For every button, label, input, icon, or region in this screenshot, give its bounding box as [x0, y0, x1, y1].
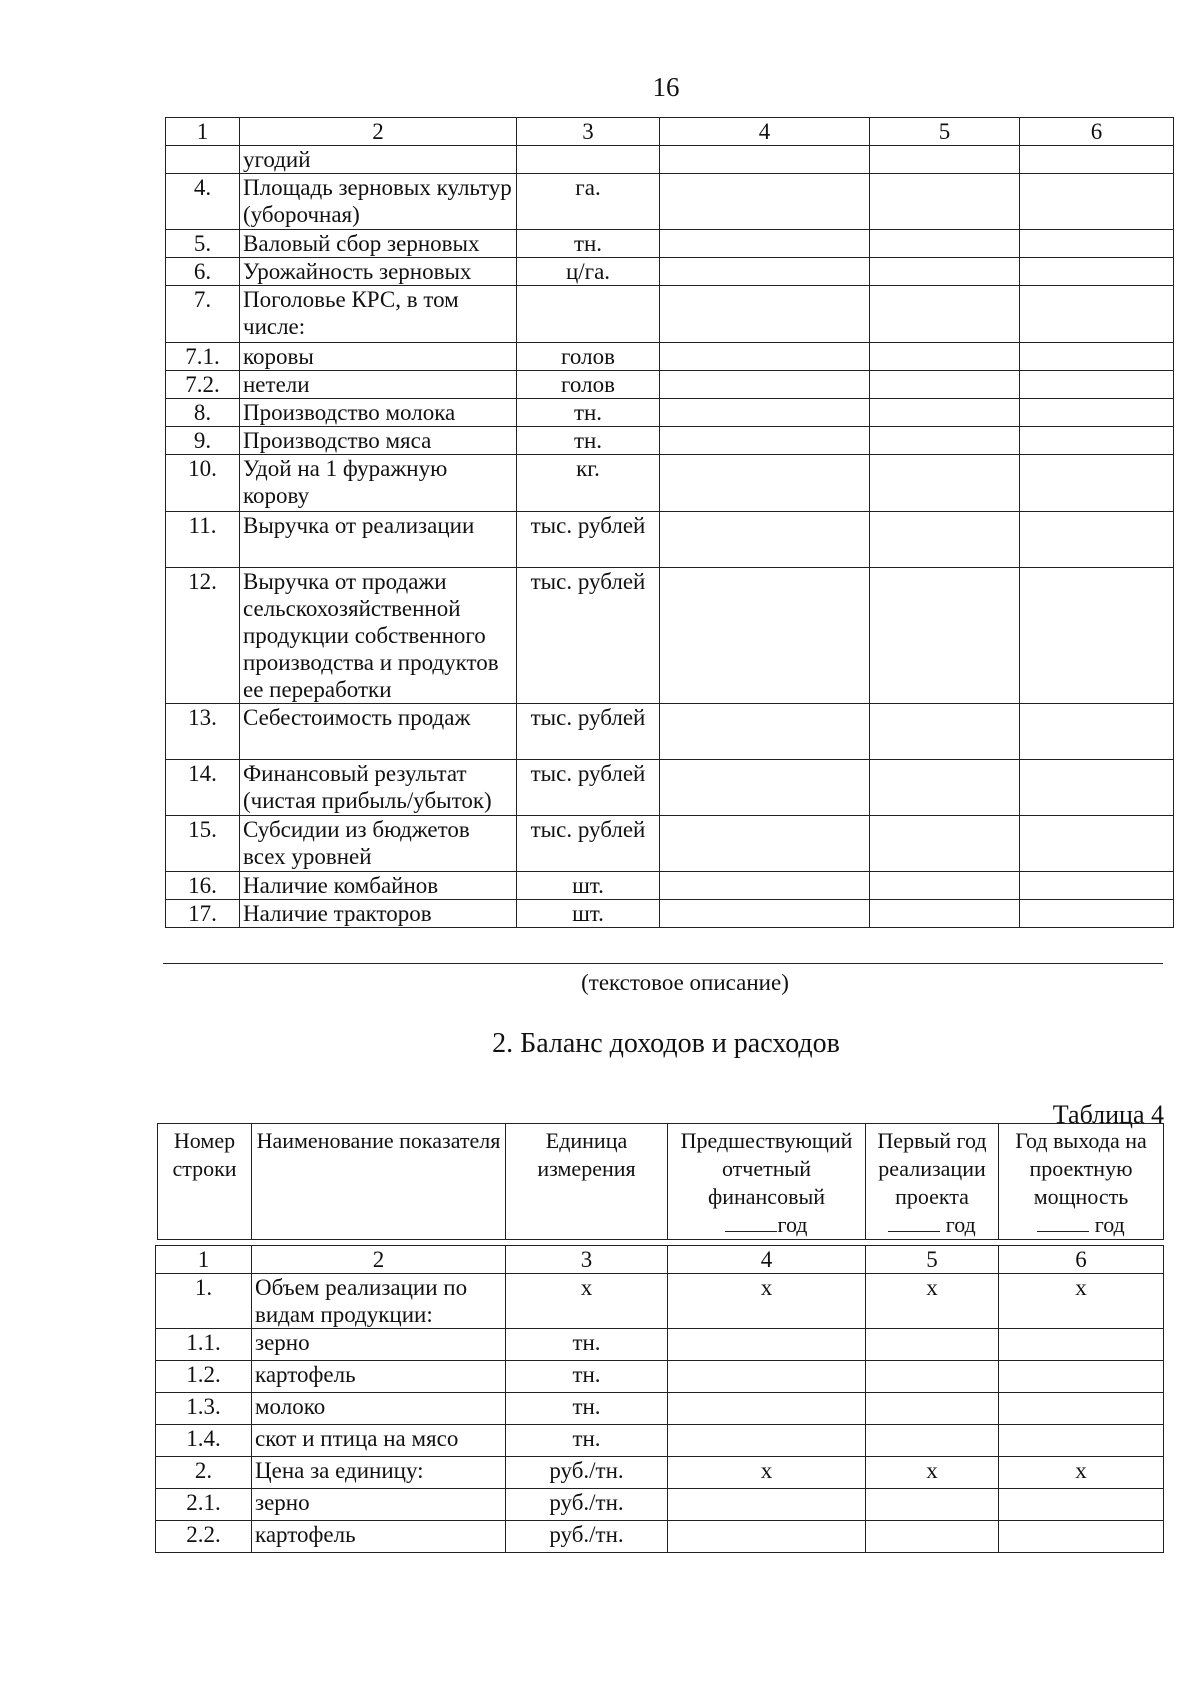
table-header-row: [166, 118, 1174, 146]
value-cell: х: [999, 1274, 1164, 1329]
indicator-name: Объем реализации по видам продукции:: [252, 1274, 506, 1329]
year-word: год: [777, 1212, 808, 1237]
indicator-name: угодий: [240, 146, 517, 174]
value-cell: [660, 760, 870, 816]
unit-cell: кг.: [517, 455, 660, 512]
year-blank: [1037, 1211, 1089, 1232]
value-cell: [866, 1329, 999, 1361]
year-word: год: [1094, 1212, 1125, 1237]
column-number: 6: [1020, 118, 1174, 146]
value-cell: [660, 816, 870, 872]
value-cell: [660, 258, 870, 286]
table-row: [166, 343, 1174, 371]
column-number: 1: [156, 1246, 252, 1274]
unit-cell: руб./тн.: [506, 1457, 668, 1489]
header-first-year-label: Первый год реализации проекта: [877, 1128, 987, 1209]
row-number: 10.: [166, 455, 240, 512]
unit-cell: руб./тн.: [506, 1489, 668, 1521]
row-number: 13.: [166, 704, 240, 760]
column-number-row: [156, 1246, 1164, 1274]
value-cell: х: [866, 1274, 999, 1329]
row-number: 7.2.: [166, 371, 240, 399]
value-cell: [1020, 760, 1174, 816]
value-cell: [866, 1489, 999, 1521]
table-row: [166, 568, 1174, 704]
year-blank: [888, 1211, 940, 1232]
value-cell: [870, 760, 1020, 816]
value-cell: [999, 1521, 1164, 1553]
row-number: 9.: [166, 427, 240, 455]
column-number: 4: [660, 118, 870, 146]
column-number: 4: [668, 1246, 866, 1274]
table-row: [166, 427, 1174, 455]
unit-cell: тыс. рублей: [517, 816, 660, 872]
unit-cell: тн.: [517, 427, 660, 455]
table-row: [156, 1521, 1164, 1553]
value-cell: [999, 1489, 1164, 1521]
value-cell: [1020, 816, 1174, 872]
header-design-capacity-year: [999, 1124, 1164, 1240]
header-row-number: Номер строки: [158, 1124, 252, 1240]
indicator-name: зерно: [252, 1489, 506, 1521]
indicator-name: нетели: [240, 371, 517, 399]
table-row: [156, 1329, 1164, 1361]
indicator-name: Цена за единицу:: [252, 1457, 506, 1489]
value-cell: [870, 900, 1020, 928]
table-row: [166, 174, 1174, 230]
header-indicator-name: Наименование показателя: [252, 1124, 506, 1240]
value-cell: [866, 1361, 999, 1393]
indicator-name: Урожайность зерновых: [240, 258, 517, 286]
value-cell: [870, 427, 1020, 455]
value-cell: [1020, 146, 1174, 174]
column-number: 3: [506, 1246, 668, 1274]
value-cell: [660, 230, 870, 258]
unit-cell: га.: [517, 174, 660, 230]
unit-cell: шт.: [517, 900, 660, 928]
value-cell: [1020, 568, 1174, 704]
value-cell: [999, 1361, 1164, 1393]
value-cell: [870, 230, 1020, 258]
balance-table-header: [157, 1123, 1164, 1240]
row-number: 1.4.: [156, 1425, 252, 1457]
unit-cell: ц/га.: [517, 258, 660, 286]
value-cell: [870, 399, 1020, 427]
value-cell: [660, 399, 870, 427]
section-title: 2. Баланс доходов и расходов: [492, 1028, 840, 1059]
unit-cell: тыс. рублей: [517, 512, 660, 568]
indicator-name: Выручка от продажи сельскохозяйственной продукции собственного производства и продуктов ее переработки: [240, 568, 517, 704]
column-number: 3: [517, 118, 660, 146]
year-blank: [725, 1211, 777, 1232]
indicator-name: коровы: [240, 343, 517, 371]
table-row: [166, 399, 1174, 427]
table-row: [156, 1393, 1164, 1425]
text-description-line: [163, 963, 1163, 964]
value-cell: [668, 1361, 866, 1393]
row-number: 1.: [156, 1274, 252, 1329]
table-row: [166, 900, 1174, 928]
row-number: 15.: [166, 816, 240, 872]
row-number: 2.2.: [156, 1521, 252, 1553]
row-number: 1.2.: [156, 1361, 252, 1393]
indicator-name: зерно: [252, 1329, 506, 1361]
column-number: 6: [999, 1246, 1164, 1274]
row-number: 6.: [166, 258, 240, 286]
indicator-name: Финансовый результат (чистая прибыль/убыток): [240, 760, 517, 816]
value-cell: [870, 371, 1020, 399]
value-cell: [870, 455, 1020, 512]
table-row: [156, 1457, 1164, 1489]
value-cell: [1020, 371, 1174, 399]
value-cell: [1020, 258, 1174, 286]
value-cell: [660, 286, 870, 343]
header-previous-year-label: Предшествующий отчетный финансовый: [680, 1128, 853, 1209]
value-cell: [870, 816, 1020, 872]
unit-cell: тн.: [506, 1329, 668, 1361]
row-number: 1.3.: [156, 1393, 252, 1425]
value-cell: [866, 1425, 999, 1457]
table-label: Таблица 4: [1052, 1100, 1164, 1129]
value-cell: [870, 286, 1020, 343]
value-cell: [660, 568, 870, 704]
value-cell: [660, 512, 870, 568]
table-row: [156, 1425, 1164, 1457]
value-cell: [1020, 455, 1174, 512]
value-cell: [668, 1329, 866, 1361]
table-header-row: [158, 1124, 1164, 1240]
unit-cell: тн.: [506, 1393, 668, 1425]
indicator-name: Производство молока: [240, 399, 517, 427]
value-cell: [668, 1521, 866, 1553]
unit-cell: тыс. рублей: [517, 568, 660, 704]
value-cell: [1020, 343, 1174, 371]
value-cell: х: [999, 1457, 1164, 1489]
value-cell: [870, 146, 1020, 174]
text-description-caption: (текстовое описание): [581, 970, 789, 995]
value-cell: х: [668, 1274, 866, 1329]
value-cell: [870, 568, 1020, 704]
table-row: [166, 512, 1174, 568]
unit-cell: тыс. рублей: [517, 760, 660, 816]
value-cell: [1020, 704, 1174, 760]
indicator-name: Валовый сбор зерновых: [240, 230, 517, 258]
value-cell: [1020, 286, 1174, 343]
value-cell: [660, 174, 870, 230]
row-number: 5.: [166, 230, 240, 258]
unit-cell: тыс. рублей: [517, 704, 660, 760]
indicator-name: Выручка от реализации: [240, 512, 517, 568]
row-number: 14.: [166, 760, 240, 816]
column-number: 1: [166, 118, 240, 146]
column-number: 5: [870, 118, 1020, 146]
page-number: 16: [652, 72, 680, 102]
unit-cell: тн.: [517, 399, 660, 427]
indicator-name: Наличие комбайнов: [240, 872, 517, 900]
value-cell: х: [668, 1457, 866, 1489]
value-cell: [660, 146, 870, 174]
indicator-name: молоко: [252, 1393, 506, 1425]
value-cell: [1020, 872, 1174, 900]
indicator-name: Себестоимость продаж: [240, 704, 517, 760]
table-row: [156, 1274, 1164, 1329]
table-row: [166, 146, 1174, 174]
header-first-year: [866, 1124, 999, 1240]
table-row: [156, 1361, 1164, 1393]
unit-cell: шт.: [517, 872, 660, 900]
unit-cell: голов: [517, 343, 660, 371]
column-number: 2: [252, 1246, 506, 1274]
value-cell: [1020, 230, 1174, 258]
table-row: [156, 1489, 1164, 1521]
unit-cell: руб./тн.: [506, 1521, 668, 1553]
indicator-name: Площадь зерновых культур (уборочная): [240, 174, 517, 230]
unit-cell: [517, 286, 660, 343]
unit-cell: х: [506, 1274, 668, 1329]
table-row: [166, 704, 1174, 760]
unit-cell: [517, 146, 660, 174]
row-number: 2.1.: [156, 1489, 252, 1521]
indicator-name: картофель: [252, 1361, 506, 1393]
indicator-name: Субсидии из бюджетов всех уровней: [240, 816, 517, 872]
value-cell: [870, 343, 1020, 371]
value-cell: [668, 1489, 866, 1521]
table-row: [166, 371, 1174, 399]
indicators-table: [165, 117, 1174, 928]
value-cell: [660, 704, 870, 760]
value-cell: [660, 900, 870, 928]
value-cell: [1020, 399, 1174, 427]
unit-cell: голов: [517, 371, 660, 399]
value-cell: [1020, 512, 1174, 568]
value-cell: [660, 455, 870, 512]
indicator-name: картофель: [252, 1521, 506, 1553]
table-row: [166, 230, 1174, 258]
value-cell: [660, 872, 870, 900]
value-cell: [668, 1425, 866, 1457]
row-number: 16.: [166, 872, 240, 900]
value-cell: [660, 427, 870, 455]
value-cell: [668, 1393, 866, 1425]
value-cell: [866, 1393, 999, 1425]
value-cell: [999, 1425, 1164, 1457]
value-cell: [660, 371, 870, 399]
value-cell: [866, 1521, 999, 1553]
balance-table: [155, 1245, 1164, 1553]
value-cell: [870, 174, 1020, 230]
header-previous-year: [668, 1124, 866, 1240]
unit-cell: тн.: [506, 1361, 668, 1393]
value-cell: [660, 343, 870, 371]
row-number: 2.: [156, 1457, 252, 1489]
value-cell: [1020, 900, 1174, 928]
header-unit: Единица измерения: [506, 1124, 668, 1240]
indicator-name: Наличие тракторов: [240, 900, 517, 928]
value-cell: [1020, 174, 1174, 230]
table-row: [166, 872, 1174, 900]
row-number: 17.: [166, 900, 240, 928]
row-number: [166, 146, 240, 174]
table-row: [166, 286, 1174, 343]
row-number: 1.1.: [156, 1329, 252, 1361]
table-row: [166, 760, 1174, 816]
value-cell: [870, 258, 1020, 286]
value-cell: [999, 1329, 1164, 1361]
column-number: 5: [866, 1246, 999, 1274]
year-word: год: [945, 1212, 976, 1237]
value-cell: х: [866, 1457, 999, 1489]
indicator-name: Удой на 1 фуражную корову: [240, 455, 517, 512]
row-number: 8.: [166, 399, 240, 427]
indicator-name: Производство мяса: [240, 427, 517, 455]
column-number: 2: [240, 118, 517, 146]
table-row: [166, 455, 1174, 512]
row-number: 7.1.: [166, 343, 240, 371]
indicator-name: Поголовье КРС, в том числе:: [240, 286, 517, 343]
unit-cell: тн.: [506, 1425, 668, 1457]
value-cell: [870, 872, 1020, 900]
unit-cell: тн.: [517, 230, 660, 258]
header-design-capacity-label: Год выхода на проектную мощность: [1015, 1128, 1147, 1209]
table-row: [166, 258, 1174, 286]
row-number: 12.: [166, 568, 240, 704]
value-cell: [870, 704, 1020, 760]
value-cell: [870, 512, 1020, 568]
indicator-name: скот и птица на мясо: [252, 1425, 506, 1457]
table-row: [166, 816, 1174, 872]
row-number: 4.: [166, 174, 240, 230]
value-cell: [1020, 427, 1174, 455]
row-number: 11.: [166, 512, 240, 568]
row-number: 7.: [166, 286, 240, 343]
value-cell: [999, 1393, 1164, 1425]
